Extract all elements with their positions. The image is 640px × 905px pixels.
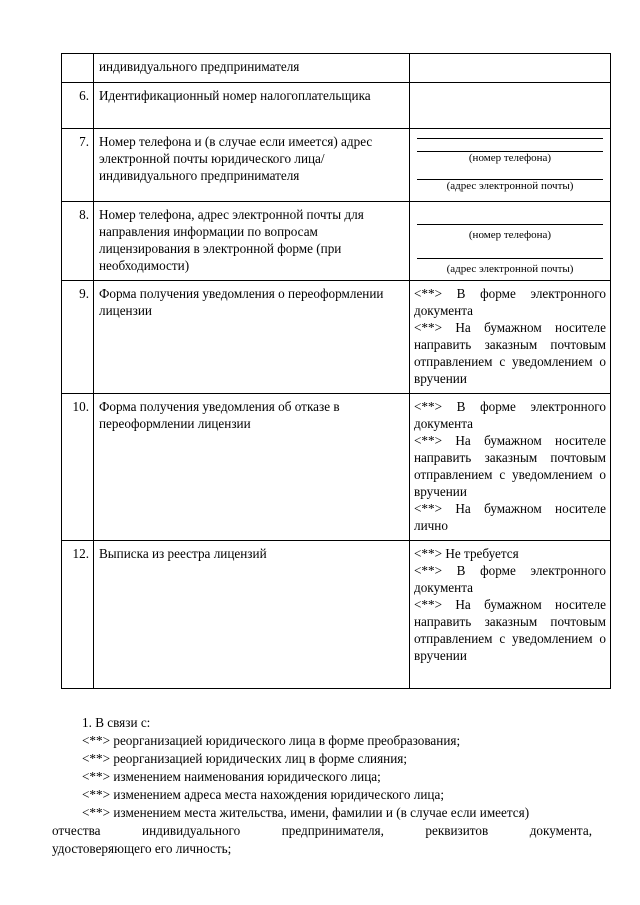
notes-section bbox=[52, 714, 592, 858]
note-item: <**> изменением места жительства, имени, фамилии и (в случае если имеется) bbox=[82, 805, 530, 820]
option-paper-mail: <**> На бумажном носителе направить заказным почтовым отправлением с уведомлением о вручении bbox=[414, 597, 606, 663]
option-electronic: <**> В форме электронного документа bbox=[414, 563, 606, 595]
row-label: Номер телефона, адрес электронной почты для направления информации по вопросам лицензирования в электронной форме (при необходимости) bbox=[94, 202, 410, 281]
license-form-table bbox=[61, 53, 611, 689]
row-number bbox=[62, 54, 94, 83]
row-number: 12. bbox=[62, 541, 94, 689]
row-number: 9. bbox=[62, 281, 94, 394]
option-paper-mail: <**> На бумажном носителе направить заказным почтовым отправлением с уведомлением о вручении bbox=[414, 433, 606, 499]
table-row bbox=[62, 202, 611, 281]
contact-fields bbox=[410, 129, 611, 202]
notes-heading: 1. В связи с: bbox=[82, 715, 151, 730]
table-row bbox=[62, 54, 611, 83]
note-item: <**> реорганизацией юридического лица в форме преобразования; bbox=[82, 733, 461, 748]
table-row bbox=[62, 394, 611, 541]
phone-caption: (номер телефона) bbox=[468, 152, 552, 164]
row-label: Выписка из реестра лицензий bbox=[94, 541, 410, 689]
option-paper-personal: <**> На бумажном носителе лично bbox=[414, 501, 606, 533]
inn-value bbox=[410, 83, 611, 129]
delivery-options bbox=[410, 541, 611, 689]
note-item: <**> реорганизацией юридических лиц в форме слияния; bbox=[82, 751, 407, 766]
row-number: 6. bbox=[62, 83, 94, 129]
row-label: индивидуального предпринимателя bbox=[94, 54, 410, 83]
option-not-required: <**> Не требуется bbox=[414, 546, 519, 561]
row-value bbox=[410, 54, 611, 83]
delivery-options bbox=[410, 394, 611, 541]
row-number: 7. bbox=[62, 129, 94, 202]
option-electronic: <**> В форме электронного документа bbox=[414, 399, 606, 431]
email-caption: (адрес электронной почты) bbox=[446, 263, 574, 275]
row-label: Форма получения уведомления об отказе в переоформлении лицензии bbox=[94, 394, 410, 541]
table-row bbox=[62, 129, 611, 202]
note-item: <**> изменением наименования юридического лица; bbox=[82, 769, 381, 784]
note-continuation: удостоверяющего его личность; bbox=[52, 841, 232, 856]
row-label: Идентификационный номер налогоплательщика bbox=[94, 83, 410, 129]
option-paper-mail: <**> На бумажном носителе направить заказным почтовым отправлением с уведомлением о вручении bbox=[414, 320, 606, 386]
email-caption: (адрес электронной почты) bbox=[446, 180, 574, 192]
contact-fields bbox=[410, 202, 611, 281]
option-electronic: <**> В форме электронного документа bbox=[414, 286, 606, 318]
table-row bbox=[62, 541, 611, 689]
delivery-options bbox=[410, 281, 611, 394]
note-item: <**> изменением адреса места нахождения юридического лица; bbox=[82, 787, 444, 802]
row-label: Форма получения уведомления о переоформлении лицензии bbox=[94, 281, 410, 394]
row-number: 10. bbox=[62, 394, 94, 541]
table-row bbox=[62, 83, 611, 129]
table-row bbox=[62, 281, 611, 394]
row-number: 8. bbox=[62, 202, 94, 281]
note-continuation: отчества индивидуального предпринимателя, реквизитов документа, bbox=[52, 823, 592, 838]
phone-caption: (номер телефона) bbox=[468, 229, 552, 241]
row-label: Номер телефона и (в случае если имеется) адрес электронной почты юридического лица/индивидуального предпринимателя bbox=[94, 129, 410, 202]
